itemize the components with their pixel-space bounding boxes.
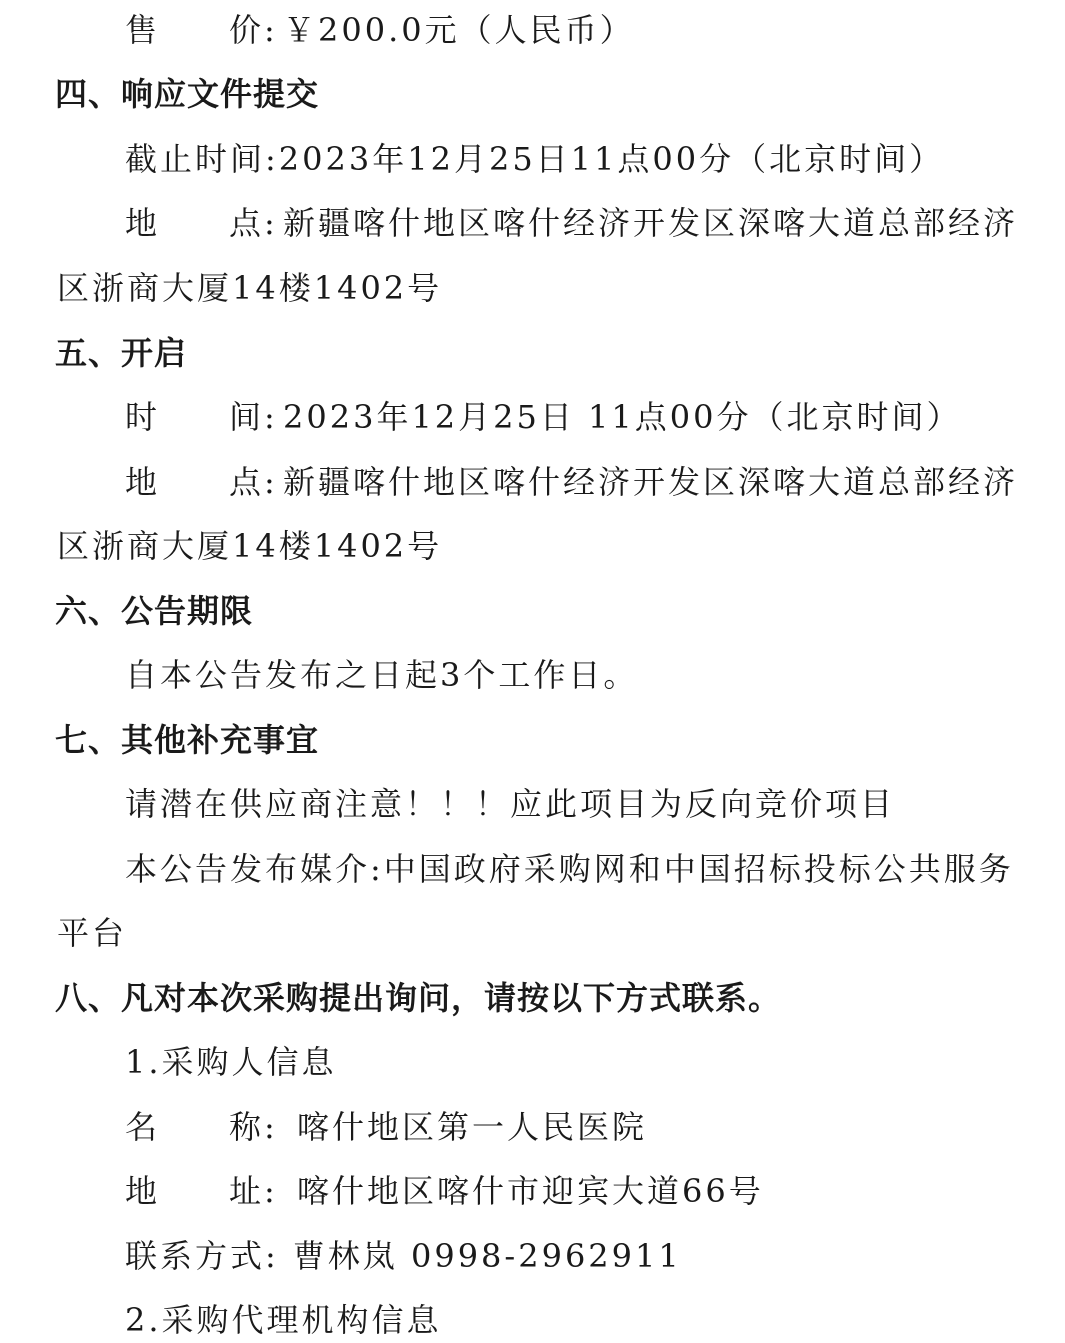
section-6-heading: 六、公告期限 (55, 592, 254, 630)
purchaser-info-title: 1.采购人信息 (125, 1043, 337, 1081)
purchaser-name-label-a: 名 (125, 1108, 161, 1146)
price-value: ￥200.0元（人民币） (283, 11, 635, 49)
deadline-line (125, 137, 944, 181)
purchaser-name-value: 喀什地区第一人民医院 (297, 1108, 648, 1146)
section-7-heading: 七、其他补充事宜 (55, 721, 320, 759)
notice-period-text: 自本公告发布之日起3个工作日。 (125, 656, 639, 694)
price-label-b: 价: (229, 11, 278, 49)
open-location-label-b: 点: (229, 463, 278, 501)
open-time-label-b: 间: (229, 398, 278, 436)
submit-location-label-b: 点: (229, 204, 278, 242)
section-4-heading: 四、响应文件提交 (55, 75, 320, 113)
price-line (125, 8, 635, 52)
open-location-label-a: 地 (125, 463, 161, 501)
open-time-label-a: 时 (125, 398, 161, 436)
reverse-auction-notice: 请潜在供应商注意！！！应此项目为反向竞价项目 (125, 785, 896, 823)
price-label-a: 售 (125, 11, 161, 49)
purchaser-name-label-b: 称: (229, 1108, 278, 1146)
open-location-line (125, 460, 1018, 504)
deadline-value: 2023年12月25日11点00分（北京时间） (278, 140, 945, 178)
purchaser-address-label-b: 址: (229, 1172, 278, 1210)
section-8-heading: 八、凡对本次采购提出询问，请按以下方式联系。 (55, 979, 782, 1017)
purchaser-address-value: 喀什地区喀什市迎宾大道66号 (297, 1172, 764, 1210)
purchaser-address-line (125, 1169, 764, 1213)
submit-location-line (125, 201, 1018, 245)
submit-location-value-1: 新疆喀什地区喀什经济开发区深喀大道总部经济 (283, 204, 1019, 242)
media-line-2: 平台 (57, 914, 128, 952)
media-line-1: 本公告发布媒介:中国政府采购网和中国招标投标公共服务 (125, 850, 1014, 888)
purchaser-contact-label: 联系方式: (125, 1237, 279, 1275)
deadline-label: 截止时间: (125, 140, 279, 178)
open-time-line (125, 395, 962, 439)
purchaser-address-label-a: 地 (125, 1172, 161, 1210)
submit-location-label-a: 地 (125, 204, 161, 242)
open-location-value-2: 区浙商大厦14楼1402号 (57, 527, 443, 565)
purchaser-contact-line (125, 1234, 682, 1278)
purchaser-contact-value: 曹林岚 0998-2962911 (292, 1237, 682, 1275)
submit-location-value-2: 区浙商大厦14楼1402号 (57, 269, 443, 307)
open-location-value-1: 新疆喀什地区喀什经济开发区深喀大道总部经济 (283, 463, 1019, 501)
agency-info-title: 2.采购代理机构信息 (125, 1301, 442, 1339)
section-5-heading: 五、开启 (55, 334, 188, 372)
open-time-value: 2023年12月25日 11点00分（北京时间） (283, 398, 962, 436)
purchaser-name-line (125, 1105, 647, 1149)
